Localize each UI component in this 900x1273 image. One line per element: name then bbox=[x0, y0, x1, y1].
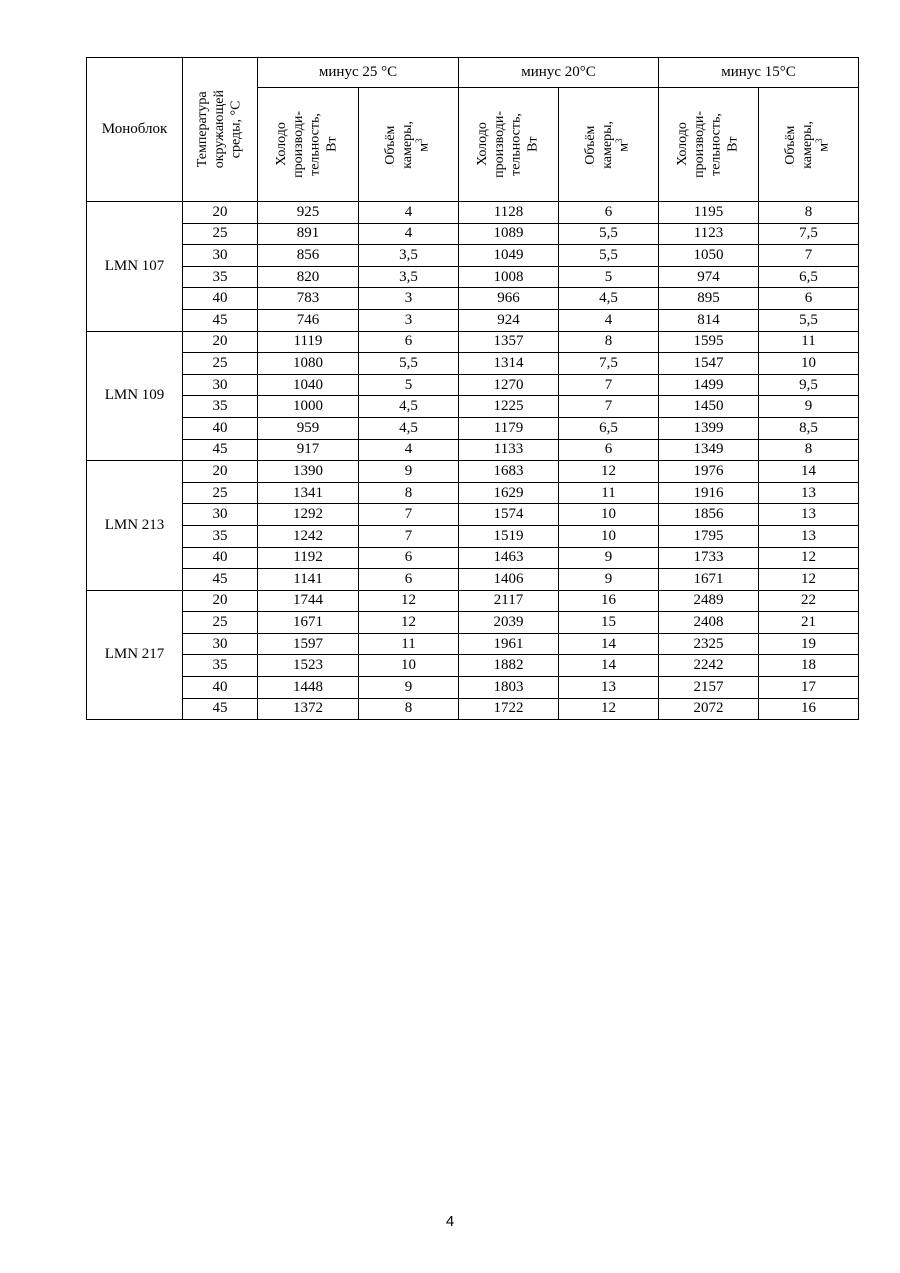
table-cell: 1671 bbox=[258, 612, 359, 634]
header-model: Моноблок bbox=[87, 58, 183, 202]
table-cell: 4,5 bbox=[559, 288, 659, 310]
table-cell: 13 bbox=[759, 525, 859, 547]
table-cell: 4 bbox=[359, 223, 459, 245]
table-row bbox=[87, 569, 859, 591]
table-row bbox=[87, 698, 859, 720]
table-cell: 1314 bbox=[459, 353, 559, 375]
table-cell: 1119 bbox=[258, 331, 359, 353]
table-cell: 6,5 bbox=[759, 266, 859, 288]
volume-label-text: Объём камеры, м bbox=[583, 120, 632, 169]
table-row bbox=[87, 439, 859, 461]
table-cell: 1292 bbox=[258, 504, 359, 526]
table-cell: 11 bbox=[359, 633, 459, 655]
table-row bbox=[87, 309, 859, 331]
table-cell: 11 bbox=[759, 331, 859, 353]
table-cell: 9 bbox=[759, 396, 859, 418]
table-cell: 1050 bbox=[659, 245, 759, 267]
table-cell: 2157 bbox=[659, 677, 759, 699]
table-cell: 8 bbox=[759, 202, 859, 224]
ambient-temp-cell: 35 bbox=[183, 266, 258, 288]
table-row bbox=[87, 353, 859, 375]
ambient-temp-cell: 20 bbox=[183, 202, 258, 224]
ambient-temp-cell: 30 bbox=[183, 245, 258, 267]
table-cell: 974 bbox=[659, 266, 759, 288]
ambient-temp-cell: 45 bbox=[183, 569, 258, 591]
ambient-temp-cell: 45 bbox=[183, 698, 258, 720]
table-cell: 3 bbox=[359, 288, 459, 310]
ambient-temp-cell: 40 bbox=[183, 417, 258, 439]
table-cell: 9 bbox=[559, 547, 659, 569]
table-cell: 14 bbox=[559, 633, 659, 655]
table-cell: 5,5 bbox=[359, 353, 459, 375]
table-cell: 1141 bbox=[258, 569, 359, 591]
table-cell: 1595 bbox=[659, 331, 759, 353]
table-cell: 12 bbox=[359, 612, 459, 634]
table-cell: 10 bbox=[359, 655, 459, 677]
table-cell: 7,5 bbox=[759, 223, 859, 245]
table-cell: 12 bbox=[759, 547, 859, 569]
table-cell: 1242 bbox=[258, 525, 359, 547]
table-row bbox=[87, 590, 859, 612]
table-cell: 1916 bbox=[659, 482, 759, 504]
table-cell: 8 bbox=[359, 698, 459, 720]
header-capacity-label: Холодо производи- тельность, Вт bbox=[474, 111, 541, 178]
table-cell: 17 bbox=[759, 677, 859, 699]
table-cell: 12 bbox=[759, 569, 859, 591]
table-cell: 6 bbox=[559, 202, 659, 224]
table-cell: 7 bbox=[559, 396, 659, 418]
model-name-cell: LMN 217 bbox=[87, 590, 183, 720]
table-row bbox=[87, 525, 859, 547]
table-cell: 2242 bbox=[659, 655, 759, 677]
table-cell: 917 bbox=[258, 439, 359, 461]
table-cell: 1406 bbox=[459, 569, 559, 591]
table-cell: 924 bbox=[459, 309, 559, 331]
header-capacity-minus-20 bbox=[459, 88, 559, 202]
table-cell: 1744 bbox=[258, 590, 359, 612]
table-cell: 18 bbox=[759, 655, 859, 677]
ambient-temp-cell: 25 bbox=[183, 482, 258, 504]
table-cell: 1133 bbox=[459, 439, 559, 461]
ambient-temp-cell: 20 bbox=[183, 590, 258, 612]
table-row bbox=[87, 202, 859, 224]
table-cell: 1080 bbox=[258, 353, 359, 375]
table-cell: 925 bbox=[258, 202, 359, 224]
header-group-minus-20: минус 20°C bbox=[459, 58, 659, 88]
table-cell: 1195 bbox=[659, 202, 759, 224]
table-cell: 1357 bbox=[459, 331, 559, 353]
header-capacity-label: Холодо производи- тельность, Вт bbox=[674, 111, 741, 178]
ambient-temp-cell: 30 bbox=[183, 374, 258, 396]
table-cell: 14 bbox=[559, 655, 659, 677]
table-cell: 12 bbox=[359, 590, 459, 612]
table-cell: 1856 bbox=[659, 504, 759, 526]
table-row bbox=[87, 396, 859, 418]
table-row bbox=[87, 331, 859, 353]
table-cell: 10 bbox=[559, 525, 659, 547]
table-cell: 8 bbox=[759, 439, 859, 461]
table-cell: 14 bbox=[759, 461, 859, 483]
table-cell: 4,5 bbox=[359, 396, 459, 418]
table-row bbox=[87, 417, 859, 439]
table-cell: 7 bbox=[559, 374, 659, 396]
table-cell: 1040 bbox=[258, 374, 359, 396]
table-cell: 8 bbox=[559, 331, 659, 353]
table-cell: 1390 bbox=[258, 461, 359, 483]
ambient-temp-cell: 25 bbox=[183, 223, 258, 245]
table-cell: 1008 bbox=[459, 266, 559, 288]
table-cell: 8 bbox=[359, 482, 459, 504]
model-name-cell: LMN 109 bbox=[87, 331, 183, 461]
ambient-temp-cell: 40 bbox=[183, 677, 258, 699]
table-cell: 13 bbox=[759, 504, 859, 526]
table-cell: 7 bbox=[759, 245, 859, 267]
table-cell: 1882 bbox=[459, 655, 559, 677]
table-cell: 1270 bbox=[459, 374, 559, 396]
table-row bbox=[87, 288, 859, 310]
table-cell: 891 bbox=[258, 223, 359, 245]
table-cell: 10 bbox=[559, 504, 659, 526]
ambient-temp-cell: 25 bbox=[183, 353, 258, 375]
table-cell: 1597 bbox=[258, 633, 359, 655]
table-cell: 1961 bbox=[459, 633, 559, 655]
table-cell: 1671 bbox=[659, 569, 759, 591]
ambient-temp-cell: 25 bbox=[183, 612, 258, 634]
table-cell: 2072 bbox=[659, 698, 759, 720]
header-volume-label bbox=[583, 121, 633, 169]
volume-unit-superscript: 3 bbox=[614, 137, 625, 143]
table-cell: 1179 bbox=[459, 417, 559, 439]
table-cell: 15 bbox=[559, 612, 659, 634]
table-cell: 4,5 bbox=[359, 417, 459, 439]
table-header bbox=[87, 58, 859, 202]
ambient-temp-cell: 30 bbox=[183, 504, 258, 526]
table-cell: 1225 bbox=[459, 396, 559, 418]
table-cell: 2039 bbox=[459, 612, 559, 634]
table-cell: 13 bbox=[559, 677, 659, 699]
ambient-temp-cell: 40 bbox=[183, 547, 258, 569]
table-cell: 966 bbox=[459, 288, 559, 310]
table-cell: 12 bbox=[559, 698, 659, 720]
table-cell: 1089 bbox=[459, 223, 559, 245]
table-cell: 1399 bbox=[659, 417, 759, 439]
table-cell: 7,5 bbox=[559, 353, 659, 375]
ambient-temp-cell: 35 bbox=[183, 525, 258, 547]
table-cell: 1629 bbox=[459, 482, 559, 504]
table-cell: 1733 bbox=[659, 547, 759, 569]
table-cell: 7 bbox=[359, 504, 459, 526]
ambient-temp-cell: 40 bbox=[183, 288, 258, 310]
table-row bbox=[87, 655, 859, 677]
table-cell: 2489 bbox=[659, 590, 759, 612]
table-cell: 22 bbox=[759, 590, 859, 612]
table-cell: 5,5 bbox=[559, 223, 659, 245]
table-row bbox=[87, 504, 859, 526]
page-number: 4 bbox=[445, 1213, 455, 1230]
table-cell: 1463 bbox=[459, 547, 559, 569]
volume-label-text: Объём камеры, м bbox=[783, 120, 832, 169]
header-ambient-temperature bbox=[183, 58, 258, 202]
table-cell: 6,5 bbox=[559, 417, 659, 439]
header-volume-label bbox=[383, 121, 433, 169]
table-cell: 4 bbox=[359, 202, 459, 224]
table-row bbox=[87, 374, 859, 396]
table-cell: 1000 bbox=[258, 396, 359, 418]
table-cell: 19 bbox=[759, 633, 859, 655]
table-cell: 3,5 bbox=[359, 245, 459, 267]
table-row bbox=[87, 482, 859, 504]
table-cell: 1722 bbox=[459, 698, 559, 720]
table-cell: 1547 bbox=[659, 353, 759, 375]
table-cell: 13 bbox=[759, 482, 859, 504]
table-cell: 5,5 bbox=[559, 245, 659, 267]
table-cell: 5,5 bbox=[759, 309, 859, 331]
table-cell: 9 bbox=[359, 461, 459, 483]
table-cell: 6 bbox=[359, 547, 459, 569]
table-row bbox=[87, 266, 859, 288]
refrigeration-specs-table bbox=[86, 57, 859, 720]
table-cell: 5 bbox=[359, 374, 459, 396]
table-cell: 1128 bbox=[459, 202, 559, 224]
table-cell: 16 bbox=[559, 590, 659, 612]
table-cell: 8,5 bbox=[759, 417, 859, 439]
table-cell: 1519 bbox=[459, 525, 559, 547]
volume-label-text: Объём камеры, м bbox=[383, 120, 432, 169]
table-row bbox=[87, 245, 859, 267]
table-row bbox=[87, 547, 859, 569]
table-cell: 959 bbox=[258, 417, 359, 439]
table-cell: 1523 bbox=[258, 655, 359, 677]
table-cell: 1574 bbox=[459, 504, 559, 526]
table-cell: 5 bbox=[559, 266, 659, 288]
table-cell: 21 bbox=[759, 612, 859, 634]
model-name-cell: LMN 213 bbox=[87, 461, 183, 591]
ambient-temp-cell: 35 bbox=[183, 655, 258, 677]
table-cell: 1349 bbox=[659, 439, 759, 461]
header-volume-minus-20 bbox=[559, 88, 659, 202]
ambient-temp-cell: 20 bbox=[183, 461, 258, 483]
table-cell: 814 bbox=[659, 309, 759, 331]
table-cell: 1499 bbox=[659, 374, 759, 396]
table-cell: 4 bbox=[559, 309, 659, 331]
header-volume-minus-25 bbox=[359, 88, 459, 202]
table-cell: 7 bbox=[359, 525, 459, 547]
table-cell: 1192 bbox=[258, 547, 359, 569]
header-capacity-minus-15 bbox=[659, 88, 759, 202]
table-cell: 1448 bbox=[258, 677, 359, 699]
table-cell: 1123 bbox=[659, 223, 759, 245]
table-cell: 820 bbox=[258, 266, 359, 288]
table-cell: 3,5 bbox=[359, 266, 459, 288]
ambient-temp-cell: 30 bbox=[183, 633, 258, 655]
ambient-temp-cell: 45 bbox=[183, 439, 258, 461]
table-cell: 746 bbox=[258, 309, 359, 331]
table-cell: 6 bbox=[759, 288, 859, 310]
table-row bbox=[87, 223, 859, 245]
table-cell: 1976 bbox=[659, 461, 759, 483]
table-cell: 10 bbox=[759, 353, 859, 375]
table-cell: 11 bbox=[559, 482, 659, 504]
table-cell: 1795 bbox=[659, 525, 759, 547]
header-capacity-label: Холодо производи- тельность, Вт bbox=[274, 111, 340, 178]
table-cell: 9 bbox=[359, 677, 459, 699]
table-cell: 6 bbox=[559, 439, 659, 461]
table-cell: 3 bbox=[359, 309, 459, 331]
header-ambient-label: Температура окружающей среды, °C bbox=[194, 90, 244, 169]
ambient-temp-cell: 45 bbox=[183, 309, 258, 331]
header-volume-label bbox=[783, 121, 833, 169]
table-body bbox=[87, 202, 859, 720]
table-cell: 16 bbox=[759, 698, 859, 720]
volume-unit-superscript: 3 bbox=[414, 137, 425, 143]
ambient-temp-cell: 35 bbox=[183, 396, 258, 418]
header-group-minus-25: минус 25 °C bbox=[258, 58, 459, 88]
table-cell: 6 bbox=[359, 569, 459, 591]
table-cell: 1341 bbox=[258, 482, 359, 504]
table-row bbox=[87, 677, 859, 699]
header-group-minus-15: минус 15°C bbox=[659, 58, 859, 88]
table-cell: 783 bbox=[258, 288, 359, 310]
header-volume-minus-15 bbox=[759, 88, 859, 202]
table-cell: 895 bbox=[659, 288, 759, 310]
table-cell: 1683 bbox=[459, 461, 559, 483]
table-cell: 4 bbox=[359, 439, 459, 461]
table-row bbox=[87, 612, 859, 634]
table-cell: 1803 bbox=[459, 677, 559, 699]
table-cell: 6 bbox=[359, 331, 459, 353]
table-row bbox=[87, 633, 859, 655]
model-name-cell: LMN 107 bbox=[87, 202, 183, 332]
table-cell: 1450 bbox=[659, 396, 759, 418]
table-cell: 9 bbox=[559, 569, 659, 591]
table-cell: 12 bbox=[559, 461, 659, 483]
ambient-temp-cell: 20 bbox=[183, 331, 258, 353]
table-cell: 2408 bbox=[659, 612, 759, 634]
table-row bbox=[87, 461, 859, 483]
header-capacity-minus-25 bbox=[258, 88, 359, 202]
table-cell: 1049 bbox=[459, 245, 559, 267]
table-cell: 1372 bbox=[258, 698, 359, 720]
table-cell: 9,5 bbox=[759, 374, 859, 396]
table-cell: 2325 bbox=[659, 633, 759, 655]
table-cell: 856 bbox=[258, 245, 359, 267]
table-cell: 2117 bbox=[459, 590, 559, 612]
volume-unit-superscript: 3 bbox=[814, 137, 825, 143]
